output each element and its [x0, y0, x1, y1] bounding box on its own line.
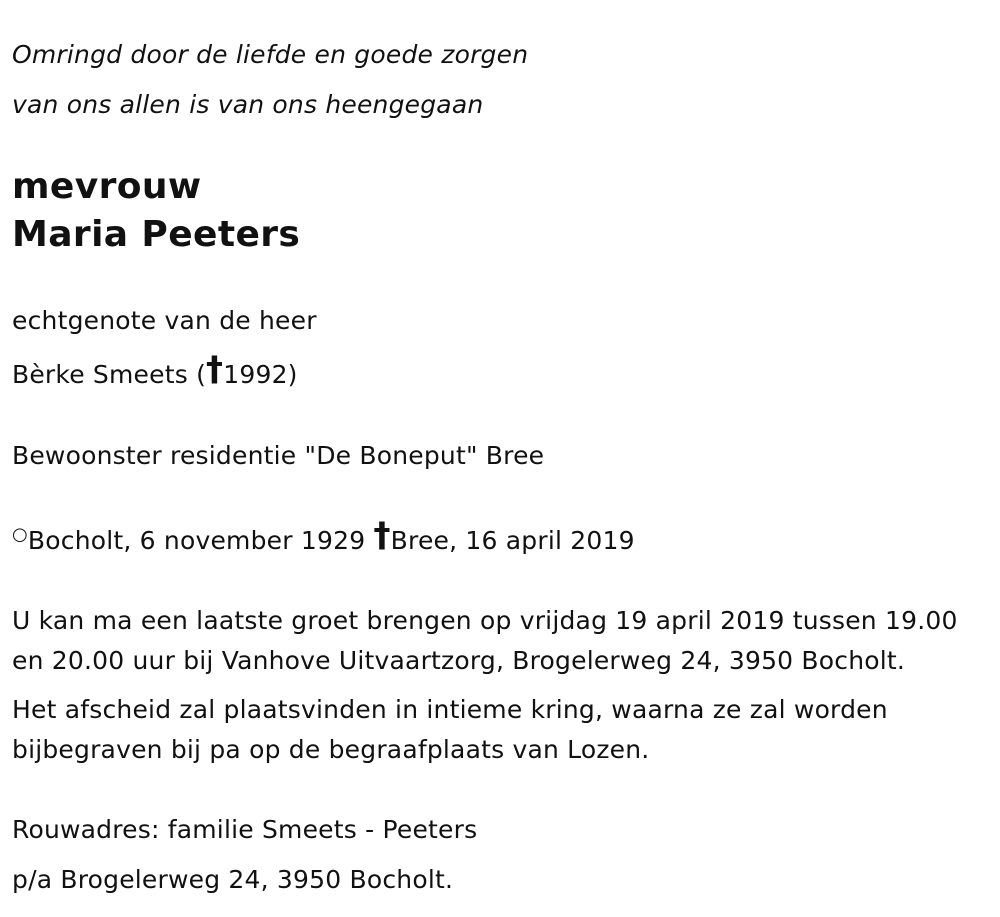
- spouse-name-line: [12, 349, 298, 390]
- spouse-death-year: 1992): [223, 360, 298, 389]
- death-date: Bree, 16 april 2019: [390, 526, 635, 555]
- visit-line-2: en 20.00 uur bij Vanhove Uitvaartzorg, Brogelerweg 24, 3950 Bocholt.: [12, 646, 906, 675]
- spouse-name: Bèrke Smeets (: [12, 360, 207, 389]
- visit-line-1: U kan ma een laatste groet brengen op vrijdag 19 april 2019 tussen 19.00: [12, 606, 958, 635]
- birth-date: Bocholt, 6 november 1929: [27, 526, 366, 555]
- deceased-name: Maria Peeters: [12, 214, 301, 255]
- intro-line-1: Omringd door de liefde en goede zorgen: [12, 40, 529, 69]
- death-cross-icon: †: [373, 515, 391, 555]
- residence-line: Bewoonster residentie "De Boneput" Bree: [12, 441, 545, 470]
- deceased-title: mevrouw: [12, 166, 202, 207]
- life-dates-line: [12, 515, 635, 556]
- mourning-address-line-1: Rouwadres: familie Smeets - Peeters: [12, 815, 478, 844]
- spouse-relation: echtgenote van de heer: [12, 306, 317, 335]
- intro-line-2: van ons allen is van ons heengegaan: [12, 90, 484, 119]
- cross-icon: †: [206, 349, 224, 389]
- ceremony-line-1: Het afscheid zal plaatsvinden in intieme kring, waarna ze zal worden: [12, 695, 888, 724]
- birth-circle-icon: ○: [12, 524, 28, 545]
- ceremony-line-2: bijbegraven bij pa op de begraafplaats van Lozen.: [12, 735, 650, 764]
- mourning-address-line-2: p/a Brogelerweg 24, 3950 Bocholt.: [12, 865, 454, 894]
